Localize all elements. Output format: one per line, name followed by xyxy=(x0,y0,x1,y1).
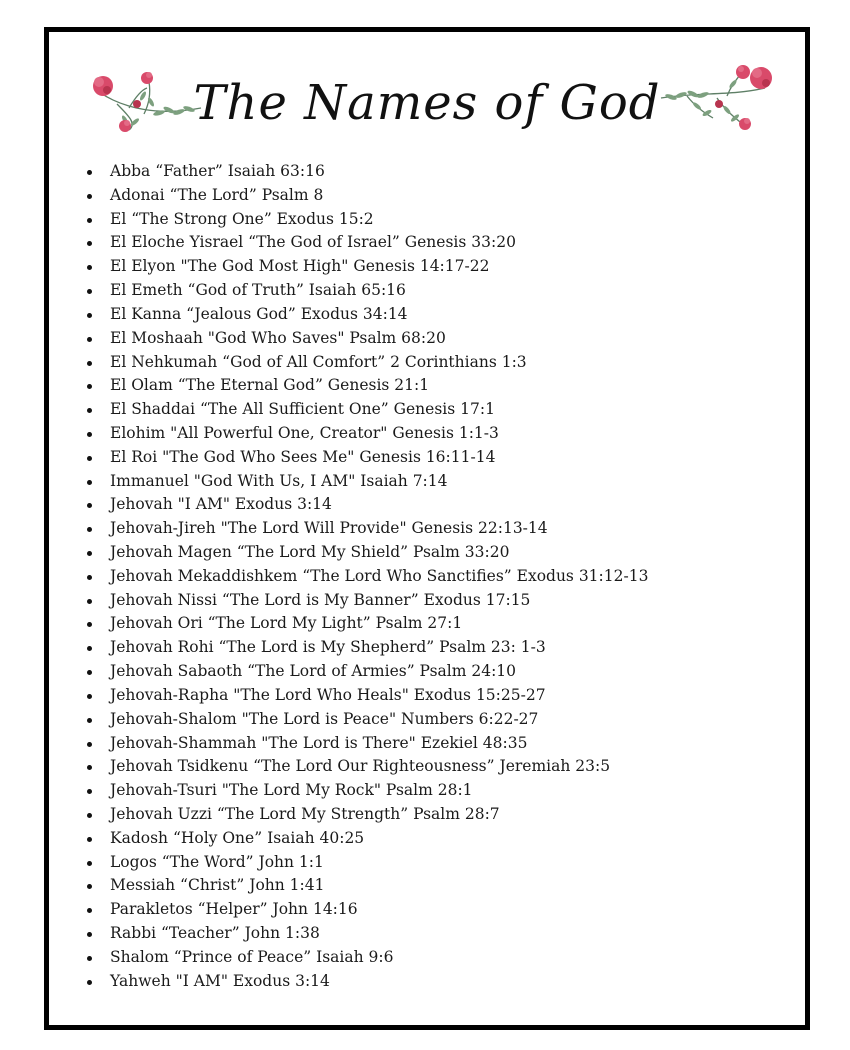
list-item: El Shaddai “The All Sufficient One” Genesis 17:1 xyxy=(87,398,787,422)
list-item: Jehovah Tsidkenu “The Lord Our Righteousness” Jeremiah 23:5 xyxy=(87,755,787,779)
pink-flower-sprig-icon xyxy=(657,58,777,134)
list-item: Yahweh "I AM" Exodus 3:14 xyxy=(87,970,787,994)
list-item: Jehovah Magen “The Lord My Shield” Psalm 33:20 xyxy=(87,541,787,565)
list-item: Jehovah-Jireh "The Lord Will Provide" Genesis 22:13-14 xyxy=(87,517,787,541)
list-item: El Elyon "The God Most High" Genesis 14:17-22 xyxy=(87,255,787,279)
list-item: Messiah “Christ” John 1:41 xyxy=(87,874,787,898)
list-item: El Nehkumah “God of All Comfort” 2 Corinthians 1:3 xyxy=(87,351,787,375)
list-item: El Moshaah "God Who Saves" Psalm 68:20 xyxy=(87,327,787,351)
list-item: Jehovah "I AM" Exodus 3:14 xyxy=(87,493,787,517)
names-list xyxy=(49,160,787,993)
list-item: Jehovah Ori “The Lord My Light” Psalm 27:1 xyxy=(87,612,787,636)
list-item: Jehovah Rohi “The Lord is My Shepherd” Psalm 23: 1-3 xyxy=(87,636,787,660)
list-item: Jehovah Nissi “The Lord is My Banner” Exodus 17:15 xyxy=(87,589,787,613)
list-item: Logos “The Word” John 1:1 xyxy=(87,851,787,875)
list-item: El Olam “The Eternal God” Genesis 21:1 xyxy=(87,374,787,398)
list-item: El Roi "The God Who Sees Me" Genesis 16:11-14 xyxy=(87,446,787,470)
list-item: Jehovah Sabaoth “The Lord of Armies” Psalm 24:10 xyxy=(87,660,787,684)
list-item: Adonai “The Lord” Psalm 8 xyxy=(87,184,787,208)
list-item: Jehovah-Shammah "The Lord is There" Ezekiel 48:35 xyxy=(87,732,787,756)
page-frame xyxy=(44,27,810,1030)
list-item: Parakletos “Helper” John 14:16 xyxy=(87,898,787,922)
list-item: Immanuel "God With Us, I AM" Isaiah 7:14 xyxy=(87,470,787,494)
list-item: Rabbi “Teacher” John 1:38 xyxy=(87,922,787,946)
list-item: Jehovah-Tsuri "The Lord My Rock" Psalm 28:1 xyxy=(87,779,787,803)
list-item: Jehovah-Shalom "The Lord is Peace" Numbers 6:22-27 xyxy=(87,708,787,732)
list-item: Jehovah Mekaddishkem “The Lord Who Sanctifies” Exodus 31:12-13 xyxy=(87,565,787,589)
list-item: Elohim "All Powerful One, Creator" Genesis 1:1-3 xyxy=(87,422,787,446)
list-item: Shalom “Prince of Peace” Isaiah 9:6 xyxy=(87,946,787,970)
page-title: The Names of God xyxy=(193,75,661,131)
list-item: Jehovah-Rapha "The Lord Who Heals" Exodus 15:25-27 xyxy=(87,684,787,708)
list-item: Jehovah Uzzi “The Lord My Strength” Psalm 28:7 xyxy=(87,803,787,827)
list-item: El Kanna “Jealous God” Exodus 34:14 xyxy=(87,303,787,327)
list-item: El Emeth “God of Truth” Isaiah 65:16 xyxy=(87,279,787,303)
list-item: El Eloche Yisrael “The God of Israel” Genesis 33:20 xyxy=(87,231,787,255)
list-item: El “The Strong One” Exodus 15:2 xyxy=(87,208,787,232)
list-item: Abba “Father” Isaiah 63:16 xyxy=(87,160,787,184)
list-item: Kadosh “Holy One” Isaiah 40:25 xyxy=(87,827,787,851)
